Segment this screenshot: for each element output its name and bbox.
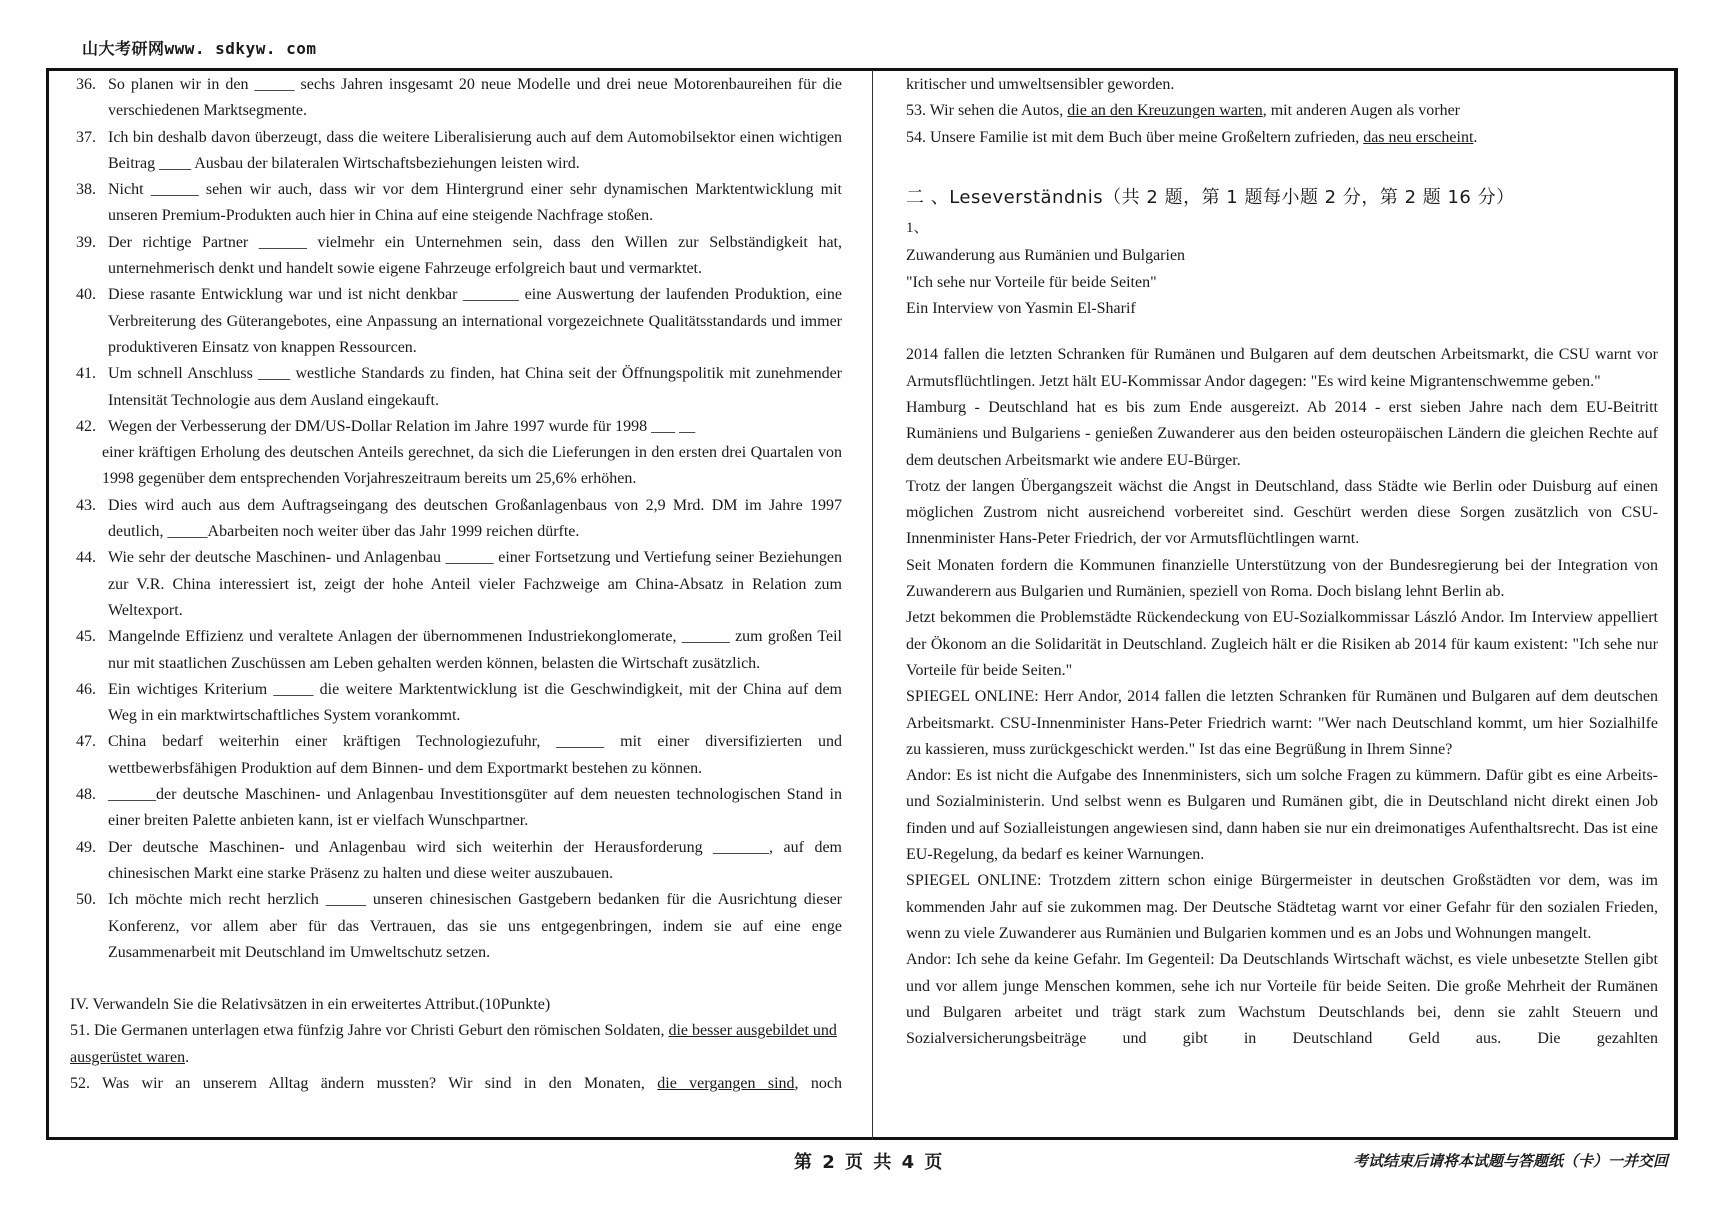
question-53: 53. Wir sehen die Autos, die an den Kreuzungen warten, mit anderen Augen als vorher [906,102,1461,120]
question-52-continuation: kritischer und umweltsensibler geworden. [906,76,1175,93]
article-paragraph: Trotz der langen Übergangszeit wächst die Angst in Deutschland, dass Städte wie Berlin oder Duisburg auf einen möglichen Zustrom nicht ausreichend vorbereitet sind. Geschürt werden diese Sorgen zusätzlich von CSU-Innenminister Hans-Peter Friedrich, der vor Armutsflüchtlingen warnt. [906,477,1658,548]
question-54-underlined: das neu erscheint [1363,128,1474,146]
question-48: 48. ______der deutsche Maschinen- und Anlagenbau Investitionsgüter auf dem neuesten technologischen Stand in einer breiten Palette anbieten kann, ist er vielfach Wunschpartner. [76,786,842,830]
left-column [70,72,842,1097]
article-paragraph: Jetzt bekommen die Problemstädte Rückendeckung von EU-Sozialkommissar László Andor. Im Interview appelliert der Ökonom an die Solidarität in Deutschland. Zugleich hält er die Risiken ab 2014 für kaum existent: "Ich sehe nur Vorteile für beide Seiten." [906,609,1658,679]
question-37: 37. Ich bin deshalb davon überzeugt, dass die weitere Liberalisierung auch auf dem Automobilsektor einen wichtigen Beitrag ____ Ausbau der bilateralen Wirtschaftsbeziehungen leisten wird. [76,128,842,172]
article-paragraph: SPIEGEL ONLINE: Trotzdem zittern schon einige Bürgermeister in deutschen Großstädten vor dem, was im kommenden Jahr auf sie zukommen mag. Der Deutsche Städtetag warnt vor einer Gefahr für den sozialen Frieden, wenn zu viele Zuwanderer aus Rumänien und Bulgarien kommen und es an Jobs und Wohnungen mangelt. [906,872,1658,942]
intro-line-3: Ein Interview von Yasmin El-Sharif [906,300,1136,318]
question-52-underlined: die vergangen sind [657,1074,795,1092]
header-site: 山大考研网www. sdkyw. com [82,39,317,58]
intro-line-1: Zuwanderung aus Rumänien und Bulgarien [906,247,1186,265]
article-paragraph: Andor: Ich sehe da keine Gefahr. Im Gegenteil: Da Deutschlands Wirtschaft wächst, es viele unbesetzte Stellen gibt und vor allem junge Menschen kommen, sehe ich nur Vorteile für beide Seiten. Die große Mehrheit der Rumänen und Bulgaren arbeitet und trägt stark zum Wachstum Deutschlands bei, denn sie zahlt Steuern und Sozialversicherungsbeiträge und gibt in Deutschland Geld aus. Die gezahlten [906,951,1658,1048]
question-53-underlined: die an den Kreuzungen warten [1067,102,1263,120]
article-paragraph: SPIEGEL ONLINE: Herr Andor, 2014 fallen die letzten Schranken für Rumänen und Bulgaren auf dem deutschen Arbeitsmarkt. CSU-Innenminister Hans-Peter Friedrich warnt: "Wer nach Deutschland kommt, um hier Sozialhilfe zu kassieren, muss zurückgeschickt werden." Ist das eine Begrüßung in Ihrem Sinne? [906,688,1658,758]
article-paragraph: Andor: Es ist nicht die Aufgabe des Innenministers, sich um solche Fragen zu kümmern. Dafür gibt es eine Arbeits- und Sozialministerin. Und selbst wenn es Bulgaren und Rumänen gibt, die in Deutschland nicht direkt einen Job finden und auf Sozialleistungen angewiesen sind, dann haben sie nur ein dreimonatiges Aufenthaltsrecht. Das ist eine EU-Regelung, da bedarf es keiner Warnungen. [906,767,1658,864]
section-2-title: 二 、Leseverständnis（共 2 题，第 1 题每小题 2 分，第 2 题 16 分） [906,186,1515,208]
question-39: 39. Der richtige Partner ______ vielmehr ein Unternehmen sein, dass den Willen zur Selbständigkeit hat, unternehmerisch denkt und handelt sowie eigene Fahrzeuge erfolgreich baut und vermarktet. [76,233,842,278]
article-body [906,342,1658,1052]
item-number: 1、 [906,220,929,237]
right-column [906,72,1658,1052]
question-52: 52. Was wir an unserem Alltag ändern mussten? Wir sind in den Monaten, die vergangen sind, noch [70,1074,842,1092]
question-51-underlined: die besser ausgebildet und ausgerüstet waren [70,1022,837,1066]
article-paragraph: 2014 fallen die letzten Schranken für Rumänen und Bulgaren auf dem deutschen Arbeitsmarkt, die CSU warnt vor Armutsflüchtlingen. Jetzt hält EU-Kommissar Andor dagegen: "Es wird keine Migrantenschwemme geben." [906,346,1658,390]
question-42-continuation: einer kräftigen Erholung des deutschen Anteils gerechnet, da sich die Lieferungen in den ersten drei Quartalen von 1998 gegenüber dem entsprechenden Vorjahreszeitraum bereits um 25,6% erhöhen. [102,444,842,488]
question-36: 36. So planen wir in den _____ sechs Jahren insgesamt 20 neue Modelle und drei neue Motorenbaureihen für die verschiedenen Marktsegmente. [76,76,842,120]
question-41: 41. Um schnell Anschluss ____ westliche Standards zu finden, hat China seit der Öffnungspolitik mit zunehmender Intensität Technologie aus dem Ausland eingekauft. [76,365,842,409]
page-number: 第 2 页 共 4 页 [794,1152,945,1173]
question-42: 42. Wegen der Verbesserung der DM/US-Dollar Relation im Jahre 1997 wurde für 1998 ___ __ [70,414,842,440]
section-4-title: IV. Verwandeln Sie die Relativsätzen in ein erweitertes Attribut.(10Punkte) [70,996,551,1014]
question-44: 44. Wie sehr der deutsche Maschinen- und Anlagenbau ______ einer Fortsetzung und Vertiefung seiner Beziehungen zur V.R. China interessiert ist, zeigt der hohe Anteil vieler Fachzweige am China-Absatz in Relation zum Weltexport. [76,549,842,619]
column-divider [872,70,873,1140]
article-paragraph: Seit Monaten fordern die Kommunen finanzielle Unterstützung von der Bundesregierung bei der Integration von Zuwanderern aus Bulgarien und Rumänien, speziell von Roma. Doch bislang lehnt Berlin ab. [906,556,1658,601]
question-51: 51. Die Germanen unterlagen etwa fünfzig Jahre vor Christi Geburt den römischen Soldaten, die besser ausgebildet und ausgerüstet waren. [70,1022,837,1066]
question-47: 47. China bedarf weiterhin einer kräftigen Technologiezufuhr, ______ mit einer diversifizierten und wettbewerbsfähigen Produktion auf dem Binnen- und dem Exportmarkt bestehen zu können. [76,733,842,777]
question-49: 49. Der deutsche Maschinen- und Anlagenbau wird sich weiterhin der Herausforderung _______, auf dem chinesischen Markt eine starke Präsenz zu halten und diese weiter auszubauen. [76,838,842,882]
question-45: 45. Mangelnde Effizienz und veraltete Anlagen der übernommenen Industriekonglomerate, ______ zum großen Teil nur mit staatlichen Zuschüssen am Leben gehalten werden können, belasten die Wirtschaft zusätzlich. [76,628,842,672]
question-54: 54. Unsere Familie ist mit dem Buch über meine Großeltern zufrieden, das neu erscheint. [906,128,1478,146]
article-paragraph: Hamburg - Deutschland hat es bis zum Ende ausgereizt. Ab 2014 - erst sieben Jahre nach dem EU-Beitritt Rumäniens und Bulgariens - genießen Zuwanderer aus den beiden osteuropäischen Ländern die gleichen Rechte auf dem deutschen Arbeitsmarkt wie andere EU-Bürger. [906,398,1658,469]
question-46: 46. Ein wichtiges Kriterium _____ die weitere Marktentwicklung ist die Geschwindigkeit, mit der China auf dem Weg in ein marktwirtschaftliches System vorankommt. [76,680,842,725]
question-43: 43. Dies wird auch aus dem Auftragseingang des deutschen Großanlagenbaus von 2,9 Mrd. DM im Jahre 1997 deutlich, _____Abarbeiten noch weiter über das Jahr 1999 reichen dürfte. [76,496,842,541]
footer-note: 考试结束后请将本试题与答题纸（卡）一并交回 [1352,1152,1668,1170]
question-50: 50. Ich möchte mich recht herzlich _____ unseren chinesischen Gastgebern bedanken für die Ausrichtung dieser Konferenz, vor allem aber für das Vertrauen, das sie uns entgegenbringen, indem sie auf eine enge Zusammenarbeit mit Deutschland im Umweltschutz setzen. [76,891,842,961]
question-38: 38. Nicht ______ sehen wir auch, dass wir vor dem Hintergrund einer sehr dynamischen Marktentwicklung mit unseren Premium-Produkten auch hier in China auf eine steigende Nachfrage stoßen. [76,181,842,225]
question-42-line1: Wegen der Verbesserung der DM/US-Dollar Relation im Jahre 1997 wurde für 1998 ___ __ [108,417,696,435]
intro-line-2: "Ich sehe nur Vorteile für beide Seiten" [906,273,1157,291]
question-40: 40. Diese rasante Entwicklung war und ist nicht denkbar _______ eine Auswertung der laufenden Produktion, eine Verbreiterung des Güterangebotes, eine Anpassung an international vorgezeichnete Qualitätsstandards und immer produktiveren Einsatz von knappen Ressourcen. [76,286,842,356]
